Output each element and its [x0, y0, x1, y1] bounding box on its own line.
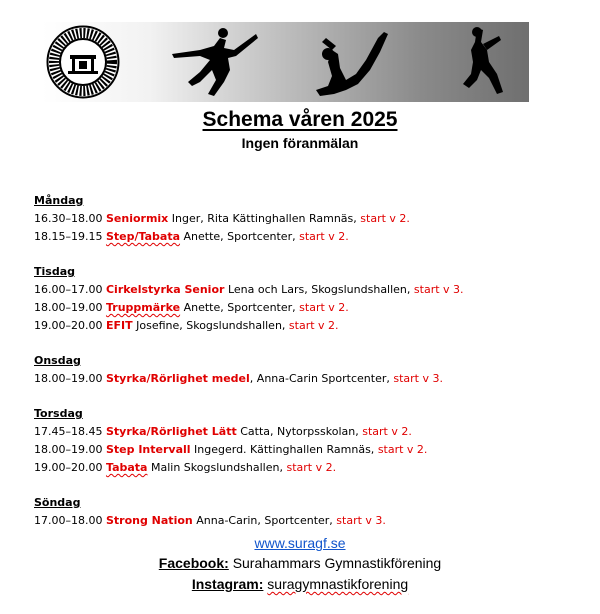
session-start: start v 3. [413, 283, 464, 296]
gymnast-jump-figure-icon [447, 24, 517, 100]
session-row [34, 210, 574, 228]
page-subtitle: Ingen föranmälan [241, 135, 359, 151]
session-time: 19.00–20.00 [34, 319, 103, 332]
instagram-label: Instagram: [191, 576, 264, 592]
session-row [34, 228, 574, 246]
instagram-line [0, 576, 600, 592]
session-details: Anna-Carin, Sportcenter, [196, 514, 333, 527]
day-heading-mandag: Måndag [34, 194, 84, 207]
session-time: 18.15–19.15 [34, 230, 103, 243]
session-details: Inger, Rita Kättinghallen Ramnäs, [171, 212, 357, 225]
header-banner [42, 22, 529, 102]
session-row [34, 281, 574, 299]
session-start: start v 2. [288, 319, 339, 332]
session-start: start v 2. [286, 461, 337, 474]
session-class: Styrka/Rörlighet Lätt [105, 425, 237, 438]
session-class: Step/Tabata [105, 230, 181, 243]
session-class: Styrka/Rörlighet medel [105, 372, 250, 385]
club-logo [46, 25, 120, 99]
session-row [34, 299, 574, 317]
session-start: start v 2. [299, 301, 349, 314]
session-class: Cirkelstyrka Senior [105, 283, 225, 296]
session-details: Anette, Sportcenter, [183, 230, 296, 243]
session-details: Anette, Sportcenter, [183, 301, 296, 314]
session-start: start v 3. [336, 514, 386, 527]
session-start: start v 2. [362, 425, 412, 438]
session-row [34, 441, 574, 459]
day-heading-sondag: Söndag [34, 496, 81, 509]
session-row [34, 317, 574, 335]
day-heading-onsdag: Onsdag [34, 354, 81, 367]
session-start: start v 2. [299, 230, 349, 243]
page-title: Schema våren 2025 [202, 108, 398, 131]
session-row [34, 512, 574, 530]
session-time: 16.00–17.00 [34, 283, 103, 296]
session-details: Malin Skogslundshallen, [150, 461, 283, 474]
session-start: start v 2. [377, 443, 428, 456]
session-details: Josefine, Skogslundshallen, [136, 319, 286, 332]
session-class: EFIT [105, 319, 133, 332]
session-class: Step Intervall [105, 443, 191, 456]
session-row [34, 370, 574, 388]
session-time: 17.00–18.00 [34, 514, 103, 527]
day-heading-tisdag: Tisdag [34, 265, 75, 278]
schedule-list [34, 192, 574, 530]
session-class: Tabata [105, 461, 148, 474]
session-details: Catta, Nytorpsskolan, [240, 425, 359, 438]
session-row [34, 459, 574, 477]
gymnast-leap-figure-icon [170, 24, 260, 100]
session-start: start v 3. [393, 372, 443, 385]
session-time: 19.00–20.00 [34, 461, 103, 474]
session-time: 18.00–19.00 [34, 372, 103, 385]
facebook-line [0, 555, 600, 571]
gymnast-situp-figure-icon [310, 24, 390, 100]
facebook-value: Surahammars Gymnastikförening [232, 555, 442, 571]
session-details: Ingegerd. Kättinghallen Ramnäs, [194, 443, 375, 456]
website-link[interactable]: www.suragf.se [254, 535, 346, 551]
session-class: Truppmärke [105, 301, 181, 314]
day-heading-torsdag: Torsdag [34, 407, 83, 420]
session-class: Strong Nation [105, 514, 193, 527]
session-time: 18.00–19.00 [34, 443, 103, 456]
instagram-value: suragymnastikforening [267, 576, 409, 592]
session-class: Seniormix [105, 212, 169, 225]
session-start: start v 2. [360, 212, 410, 225]
session-time: 18.00–19.00 [34, 301, 103, 314]
session-details: Lena och Lars, Skogslundshallen, [227, 283, 411, 296]
session-details: , Anna-Carin Sportcenter, [249, 372, 390, 385]
facebook-label: Facebook: [158, 555, 229, 571]
session-time: 17.45–18.45 [34, 425, 103, 438]
session-time: 16.30–18.00 [34, 212, 103, 225]
session-row [34, 423, 574, 441]
